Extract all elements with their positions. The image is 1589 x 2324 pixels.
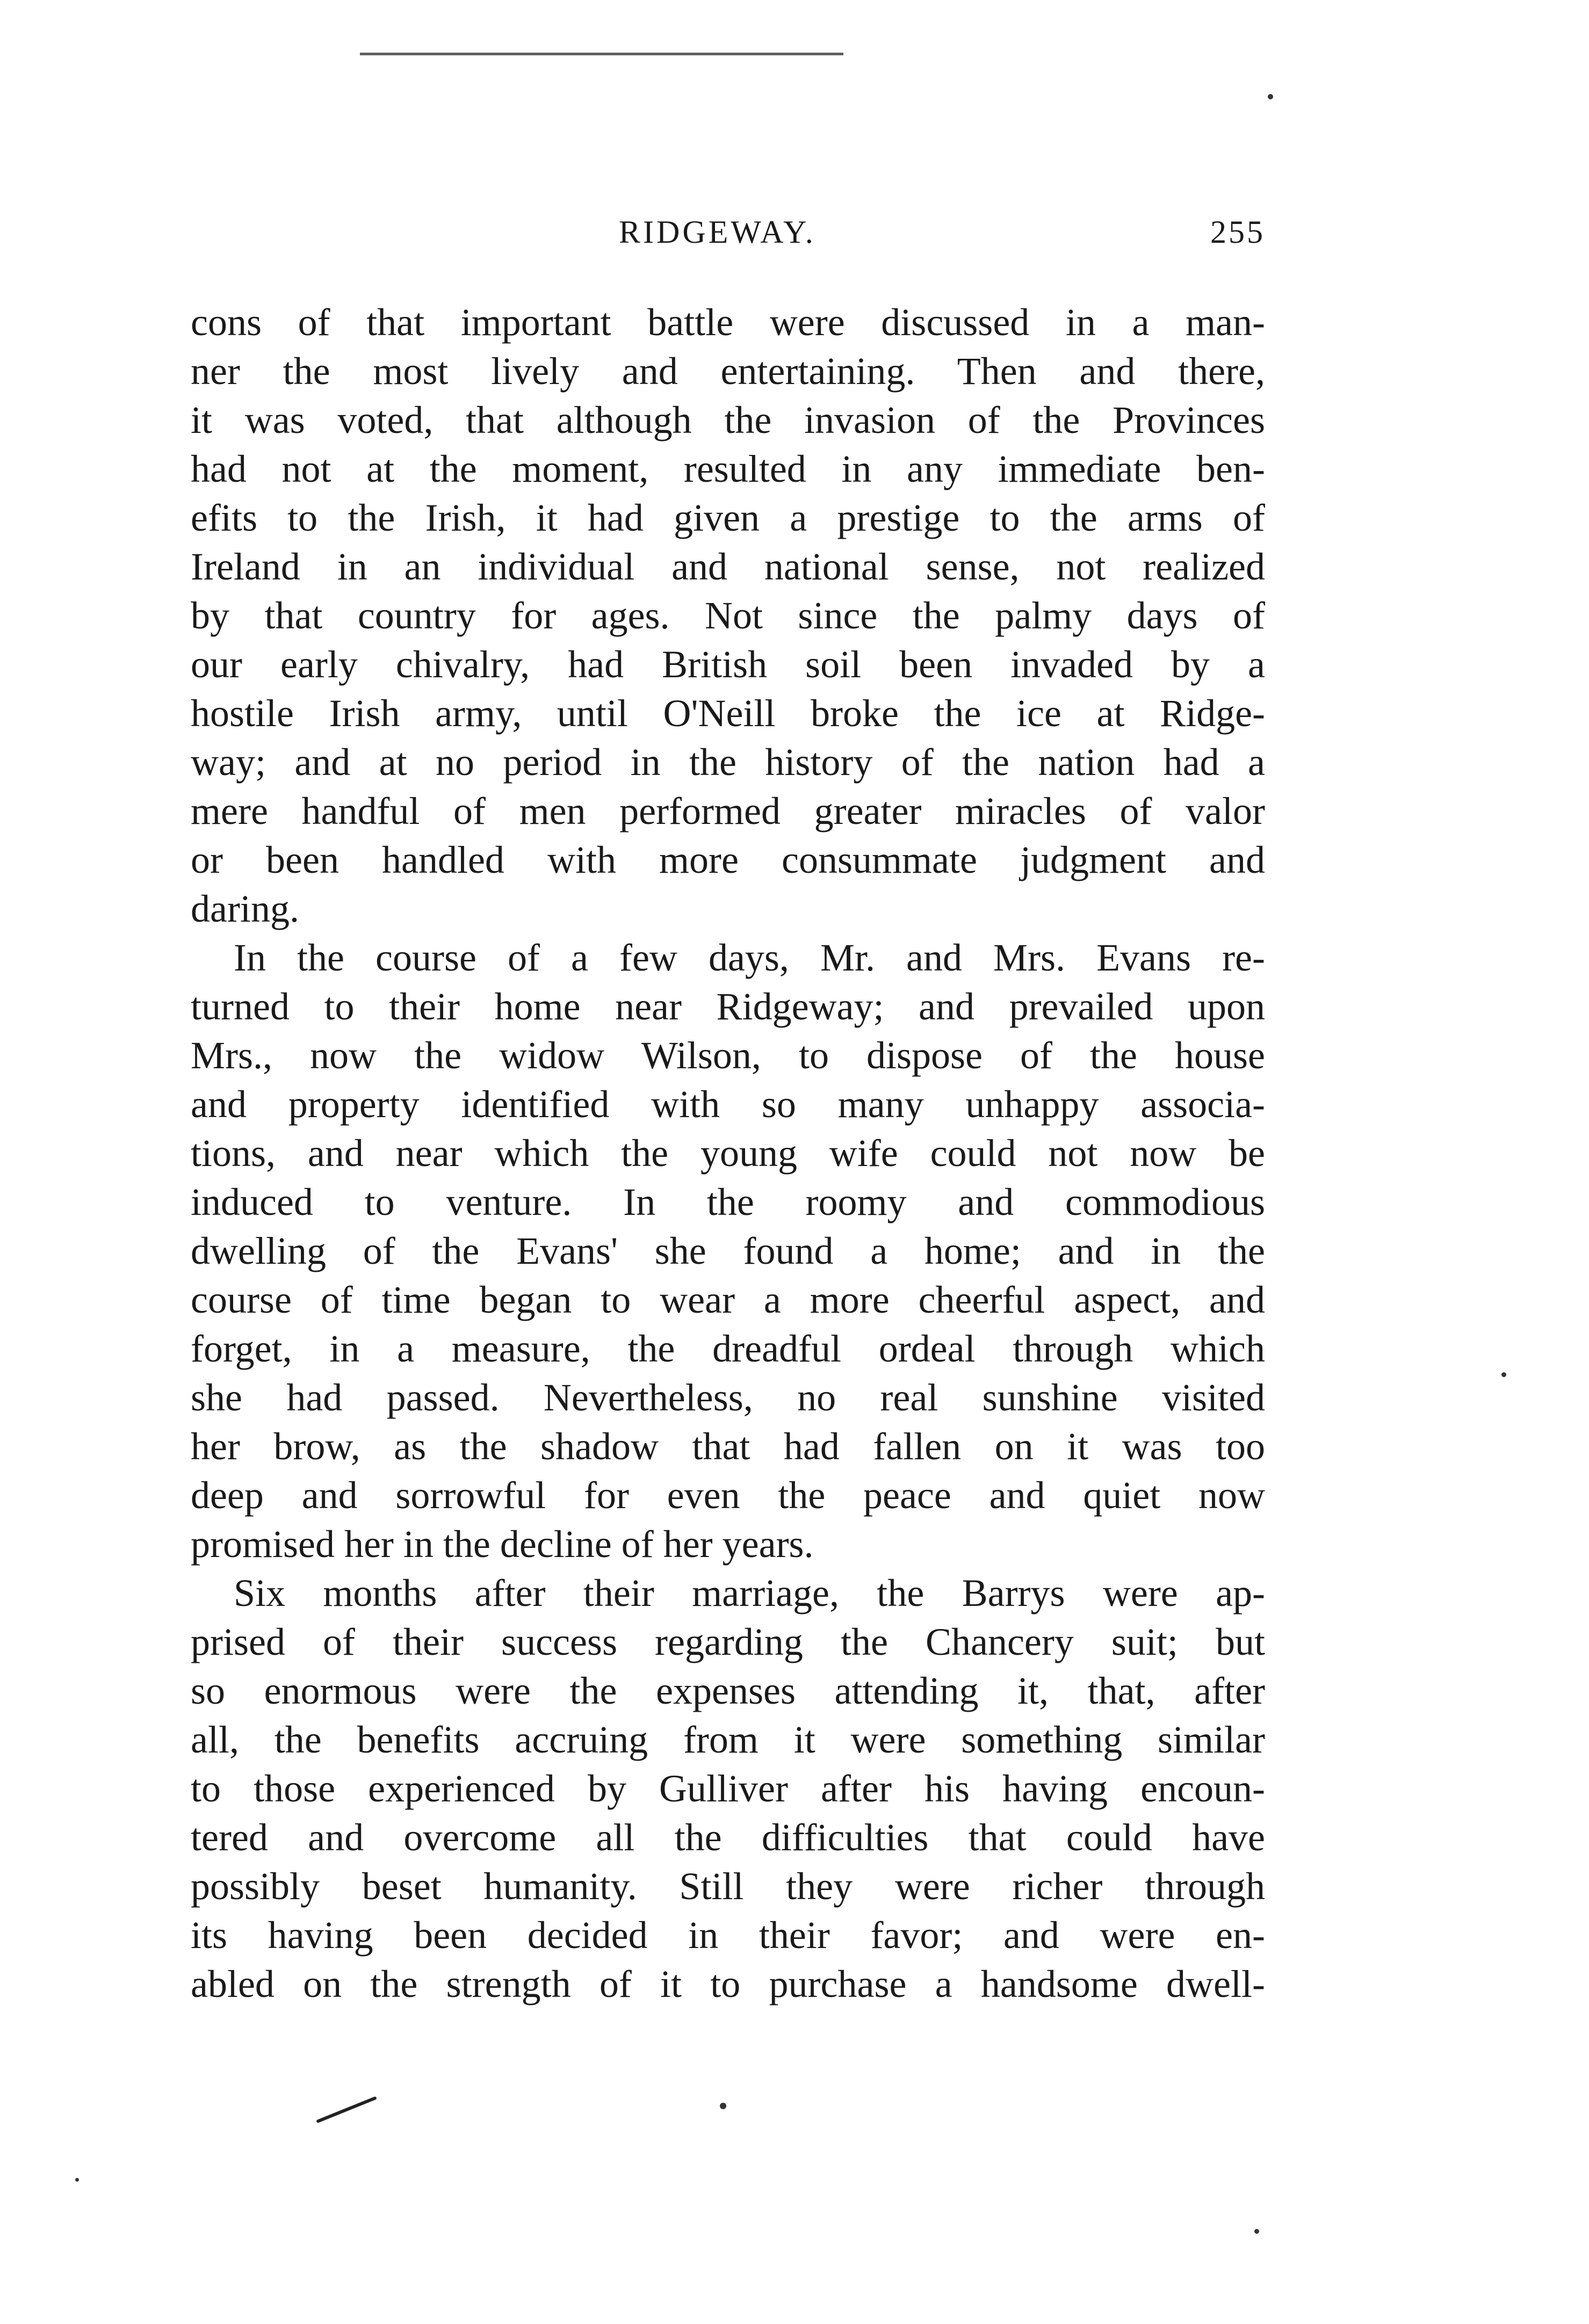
text-line: our early chivalry, had British soil been invaded by a (191, 643, 1265, 686)
text-line: Six months after their marriage, the Barrys were ap- (234, 1572, 1265, 1615)
text-line: Ireland in an individual and national sense, not realized (191, 545, 1265, 588)
text-line: efits to the Irish, it had given a prestige to the arms of (191, 496, 1265, 539)
text-line: by that country for ages. Not since the palmy days of (191, 594, 1265, 637)
page-header (191, 214, 1265, 257)
text-line: deep and sorrowful for even the peace and quiet now (191, 1474, 1265, 1517)
scan-speck (75, 2178, 79, 2182)
text-line: so enormous were the expenses attending it, that, after (191, 1669, 1265, 1712)
text-line: and property identified with so many unhappy associa- (191, 1083, 1265, 1126)
text-line: induced to venture. In the roomy and commodious (191, 1181, 1265, 1223)
pen-mark (316, 2096, 377, 2124)
page-number: 255 (1210, 214, 1265, 250)
text-line: its having been decided in their favor; and were en- (191, 1914, 1265, 1957)
text-line: course of time began to wear a more cheerful aspect, and (191, 1278, 1265, 1321)
text-line: Mrs., now the widow Wilson, to dispose of the house (191, 1034, 1265, 1077)
text-line: forget, in a measure, the dreadful ordeal through which (191, 1327, 1265, 1370)
scan-speck (1254, 2229, 1259, 2234)
text-line: tions, and near which the young wife could not now be (191, 1132, 1265, 1175)
running-head: RIDGEWAY. (619, 214, 816, 250)
top-edge-rule (360, 53, 843, 55)
text-line: cons of that important battle were discussed in a man- (191, 301, 1265, 344)
text-line: all, the benefits accruing from it were something similar (191, 1718, 1265, 1761)
text-line: her brow, as the shadow that had fallen on it was too (191, 1425, 1265, 1468)
text-line: In the course of a few days, Mr. and Mrs. Evans re- (234, 936, 1265, 979)
text-line: tered and overcome all the difficulties that could have (191, 1816, 1265, 1859)
body-text (191, 298, 1265, 2009)
text-line: it was voted, that although the invasion of the Provinces (191, 399, 1265, 441)
text-line: prised of their success regarding the Chancery suit; but (191, 1620, 1265, 1663)
text-line: to those experienced by Gulliver after his having encoun- (191, 1767, 1265, 1810)
text-line: or been handled with more consummate judgment and (191, 838, 1265, 881)
text-line: hostile Irish army, until O'Neill broke the ice at Ridge- (191, 692, 1265, 735)
text-line: way; and at no period in the history of the nation had a (191, 741, 1265, 784)
scan-speck (720, 2103, 726, 2109)
scan-speck (1501, 1372, 1506, 1377)
scan-speck (1268, 94, 1273, 99)
text-line: dwelling of the Evans' she found a home; and in the (191, 1229, 1265, 1272)
text-line: she had passed. Nevertheless, no real sunshine visited (191, 1376, 1265, 1419)
text-line: turned to their home near Ridgeway; and prevailed upon (191, 985, 1265, 1028)
text-line: promised her in the decline of her years. (191, 1523, 814, 1566)
text-line: had not at the moment, resulted in any immediate ben- (191, 447, 1265, 490)
text-line: possibly beset humanity. Still they were richer through (191, 1865, 1265, 1908)
text-line: ner the most lively and entertaining. Then and there, (191, 350, 1265, 393)
text-line: daring. (191, 887, 299, 930)
text-line: abled on the strength of it to purchase a handsome dwell- (191, 1963, 1265, 2006)
text-line: mere handful of men performed greater miracles of valor (191, 790, 1265, 832)
